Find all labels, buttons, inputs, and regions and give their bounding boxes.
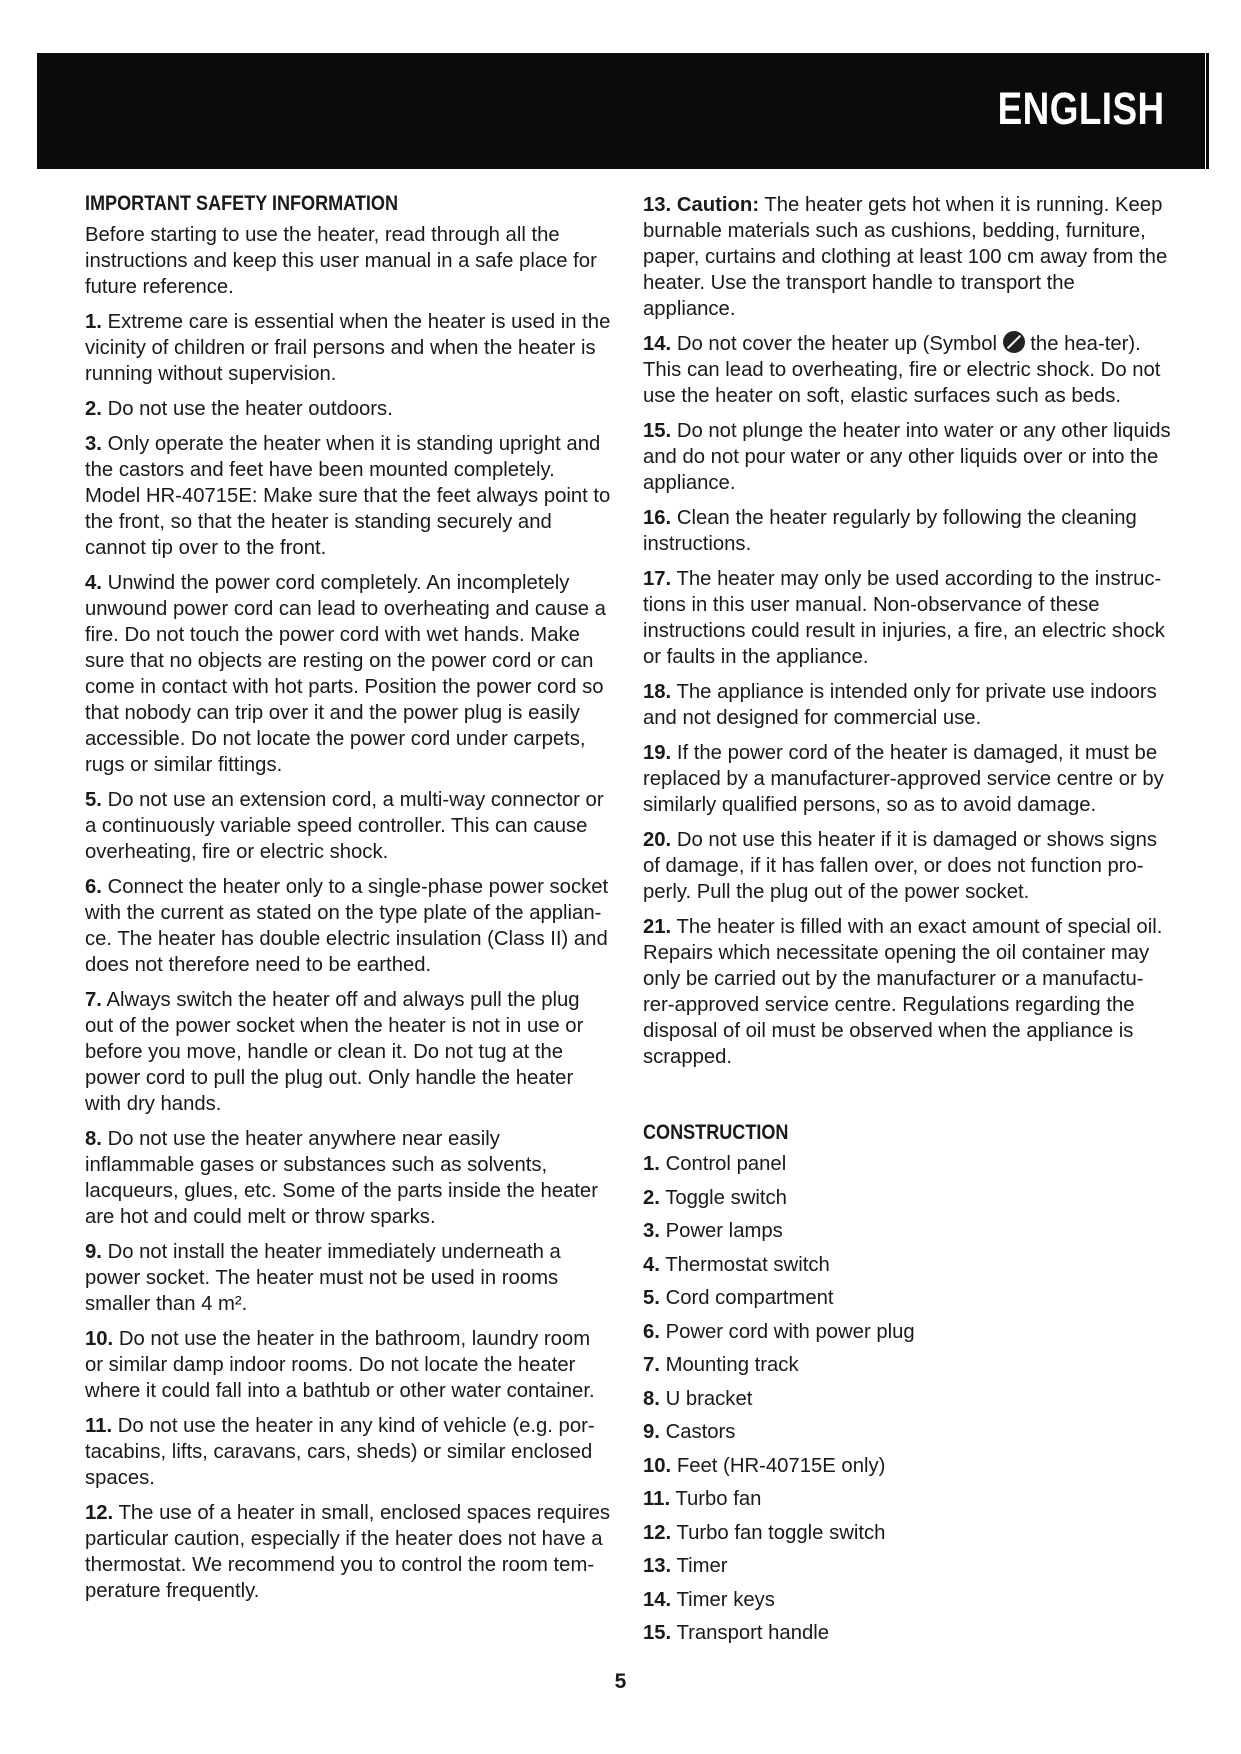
- construction-item: 5. Cord compartment: [643, 1287, 834, 1309]
- safety-item-14: 14. Do not cover the heater up (Symbol the hea-ter). This can lead to overheating, fire or electric shock. Do not use the heater on soft, elastic surfaces such as beds.: [643, 333, 1161, 407]
- construction-item: 4. Thermostat switch: [643, 1253, 830, 1276]
- construction-item: 7. Mounting track: [643, 1354, 799, 1376]
- construction-title: CONSTRUCTION: [643, 1121, 789, 1144]
- language-label: ENGLISH: [998, 83, 1165, 134]
- safety-item-13: 13. Caution: The heater gets hot when it is running. Keep burnable materials such as cushions, bedding, furniture, paper, curtains and clothing at least 100 cm away from the heater. Use the transport handle to transport the appliance.: [643, 194, 1168, 320]
- safety-item: 10. Do not use the heater in the bathroom, laundry room or similar damp indoor rooms. Do not locate the heater where it could fall into a bathtub or other water container.: [85, 1328, 595, 1402]
- safety-item: 18. The appliance is intended only for private use indoors and not designed for commercial use.: [643, 681, 1157, 729]
- header-edge: [1206, 53, 1209, 169]
- construction-item: 11. Turbo fan: [643, 1488, 762, 1510]
- safety-item: 6. Connect the heater only to a single-phase power socket with the current as stated on the type plate of the applian-ce. The heater has double electric insulation (Class II) and does not therefore need to be earthed.: [85, 876, 609, 976]
- safety-item: 7. Always switch the heater off and always pull the plug out of the power socket when the heater is not in use or before you move, handle or clean it. Do not tug at the power cord to pull the plug out. Only handle the heater with dry hands.: [85, 989, 584, 1115]
- safety-item: 19. If the power cord of the heater is damaged, it must be replaced by a manufacturer-approved service centre or by similarly qualified persons, so as to avoid damage.: [643, 742, 1164, 816]
- construction-item: 14. Timer keys: [643, 1588, 775, 1611]
- construction-item: 6. Power cord with power plug: [643, 1320, 915, 1343]
- safety-item: 2. Do not use the heater outdoors.: [85, 398, 393, 420]
- safety-item: 12. The use of a heater in small, enclosed spaces requires particular caution, especially if the heater does not have a thermostat. We recommend you to control the room tem-perature frequently.: [85, 1502, 611, 1602]
- do-not-cover-icon: [1003, 331, 1025, 353]
- safety-item: 4. Unwind the power cord completely. An incompletely unwound power cord can lead to overheating and cause a fire. Do not touch the power cord with wet hands. Make sure that no objects are resting on the power cord or can come in contact with hot parts. Position the power cord so that nobody can trip over it and the power plug is easily accessible. Do not locate the power cord under carpets, rugs or similar fittings.: [85, 572, 606, 776]
- construction-item: 8. U bracket: [643, 1387, 753, 1410]
- safety-item: 3. Only operate the heater when it is standing upright and the castors and feet have been mounted completely. Model HR-40715E: Make sure that the feet always point to the front, so that the heater is standing securely and cannot tip over to the front.: [85, 433, 611, 559]
- construction-item: 12. Turbo fan toggle switch: [643, 1521, 886, 1544]
- construction-item: 13. Timer: [643, 1555, 728, 1577]
- construction-item: 3. Power lamps: [643, 1220, 783, 1242]
- page-number: 5: [614, 1670, 627, 1693]
- safety-item: 5. Do not use an extension cord, a multi-way connector or a continuously variable speed controller. This can cause overheating, fire or electric shock.: [85, 789, 604, 863]
- safety-item: 15. Do not plunge the heater into water or any other liquids and do not pour water or any other liquids over or into the appliance.: [643, 420, 1171, 494]
- construction-item: 2. Toggle switch: [643, 1186, 787, 1209]
- construction-item: 9. Castors: [643, 1421, 736, 1443]
- construction-item: 10. Feet (HR-40715E only): [643, 1454, 886, 1477]
- left-column: [85, 192, 613, 1613]
- construction-item: 1. Control panel: [643, 1153, 787, 1175]
- construction-list: [643, 1151, 1171, 1646]
- safety-item: 20. Do not use this heater if it is damaged or shows signs of damage, if it has fallen over, or does not function pro-perly. Pull the plug out of the power socket.: [643, 829, 1158, 903]
- safety-item: 17. The heater may only be used according to the instruc-tions in this user manual. Non-observance of these instructions could result in injuries, a fire, an electric shock or faults in the appliance.: [643, 568, 1165, 668]
- safety-item: 11. Do not use the heater in any kind of vehicle (e.g. por-tacabins, lifts, caravans, cars, sheds) or similar enclosed spaces.: [85, 1415, 595, 1489]
- safety-list-right: [643, 418, 1171, 1070]
- safety-item: 21. The heater is filled with an exact amount of special oil. Repairs which necessitate opening the oil container may only be carried out by the manufacturer or a manufactu-rer-approved service centre. Regulations regarding the disposal of oil must be observed when the appliance is scrapped.: [643, 916, 1163, 1068]
- construction-item: 15. Transport handle: [643, 1622, 830, 1644]
- right-column: [643, 192, 1171, 1654]
- safety-item: 1. Extreme care is essential when the heater is used in the vicinity of children or frail persons and when the heater is running without supervision.: [85, 311, 611, 385]
- safety-title: IMPORTANT SAFETY INFORMATION: [85, 192, 399, 215]
- header-bar: [37, 53, 1205, 169]
- safety-list-left: [85, 309, 613, 1604]
- safety-intro: Before starting to use the heater, read through all the instructions and keep this user manual in a safe place for future reference.: [85, 224, 597, 298]
- safety-item: 9. Do not install the heater immediately underneath a power socket. The heater must not be used in rooms smaller than 4 m².: [85, 1241, 561, 1315]
- safety-item: 8. Do not use the heater anywhere near easily inflammable gases or substances such as solvents, lacqueurs, glues, etc. Some of the parts inside the heater are hot and could melt or throw sparks.: [85, 1128, 598, 1228]
- safety-item: 16. Clean the heater regularly by following the cleaning instructions.: [643, 507, 1137, 555]
